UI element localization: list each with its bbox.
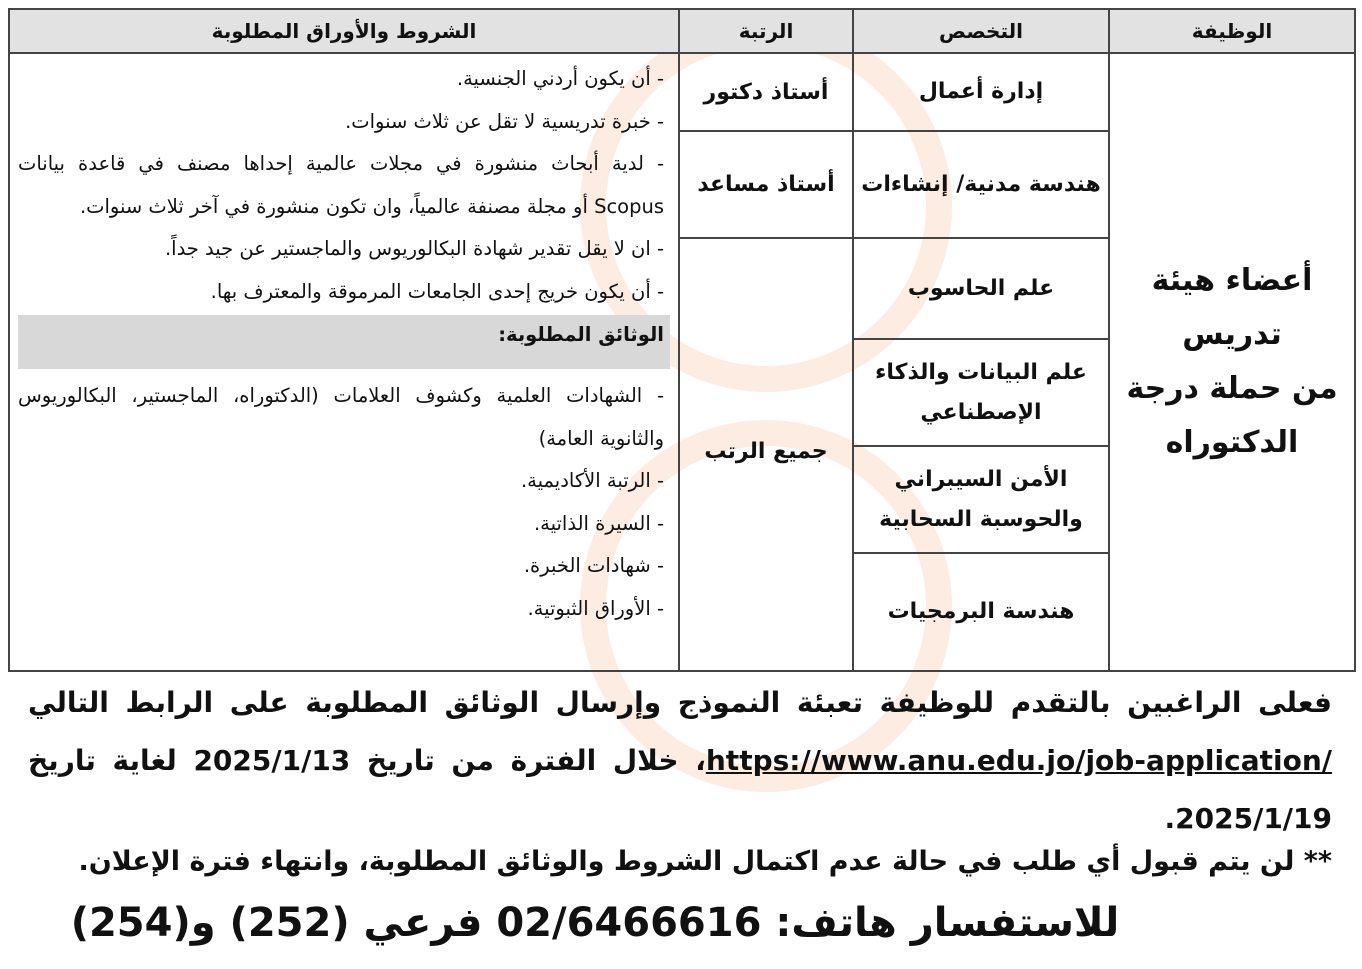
condition-item: - خبرة تدريسية لا تقل عن ثلاث سنوات. [345,109,664,133]
notice-text: ** لن يتم قبول أي طلب في حالة عدم اكتمال الشروط والوثائق المطلوبة، وانتهاء فترة الإعلان. [78,846,1332,877]
document-item: - الشهادات العلمية وكشوف العلامات (الدكتوراه، الماجستير، البكالوريوس والثانوية العامة) [18,384,664,450]
specialization-cell: هندسة البرمجيات [853,553,1109,671]
rank-cell: أستاذ دكتور [679,53,853,131]
rank-cell: جميع الرتب [679,238,853,671]
application-instructions [28,674,1332,848]
condition-item: - لدية أبحاث منشورة في مجلات عالمية إحداها مصنف في قاعدة بيانات Scopus أو مجلة مصنفة عالمياً، وان تكون منشورة في آخر ثلاث سنوات. [18,152,664,218]
header-conditions: الشروط والأوراق المطلوبة [9,9,679,53]
job-title [1109,53,1355,671]
table-row [9,53,1355,131]
document-item: - الرتبة الأكاديمية. [520,469,664,492]
period-text: ، خلال الفترة من تاريخ 2025/1/13 لغاية تاريخ 2025/1/19. [28,744,1332,835]
condition-item: - أن يكون أردني الجنسية. [456,67,664,90]
job-title-line: من حملة درجة [1126,371,1338,406]
document-item: - الأوراق الثبوتية. [527,596,664,620]
documents-heading: الوثائق المطلوبة: [18,315,670,369]
specialization-cell: هندسة مدنية/ إنشاءات [853,131,1109,238]
specialization-cell: الأمن السيبراني والحوسبة السحابية [853,446,1109,553]
table-header-row [9,9,1355,53]
job-title-line: تدريس [1182,317,1282,352]
instructions-text: فعلى الراغبين بالتقدم للوظيفة تعبئة النموذج وإرسال الوثائق المطلوبة على الرابط التالي [28,686,1332,719]
contact-phone: للاستفسار هاتف: 02/6466616 فرعي (252) و(254) [70,900,1120,946]
header-rank: الرتبة [679,9,853,53]
header-specialization: التخصص [853,9,1109,53]
rank-cell: أستاذ مساعد [679,131,853,238]
conditions-cell [9,53,679,671]
specialization-cell: إدارة أعمال [853,53,1109,131]
job-table [8,8,1356,672]
document-item: - شهادات الخبرة. [523,554,664,577]
condition-item: - ان لا يقل تقدير شهادة البكالوريوس والماجستير عن جيد جداً. [164,237,664,260]
specialization-cell: علم البيانات والذكاء الإصطناعي [853,339,1109,446]
job-title-line: أعضاء هيئة [1151,263,1313,298]
condition-item: - أن يكون خريج إحدى الجامعات المرموقة والمعترف بها. [210,279,664,303]
document-item: - السيرة الذاتية. [533,511,664,535]
header-job: الوظيفة [1109,9,1355,53]
job-title-line: الدكتوراه [1165,425,1299,460]
specialization-cell: علم الحاسوب [853,238,1109,339]
application-link[interactable]: https://www.anu.edu.jo/job-application/ [705,744,1332,777]
